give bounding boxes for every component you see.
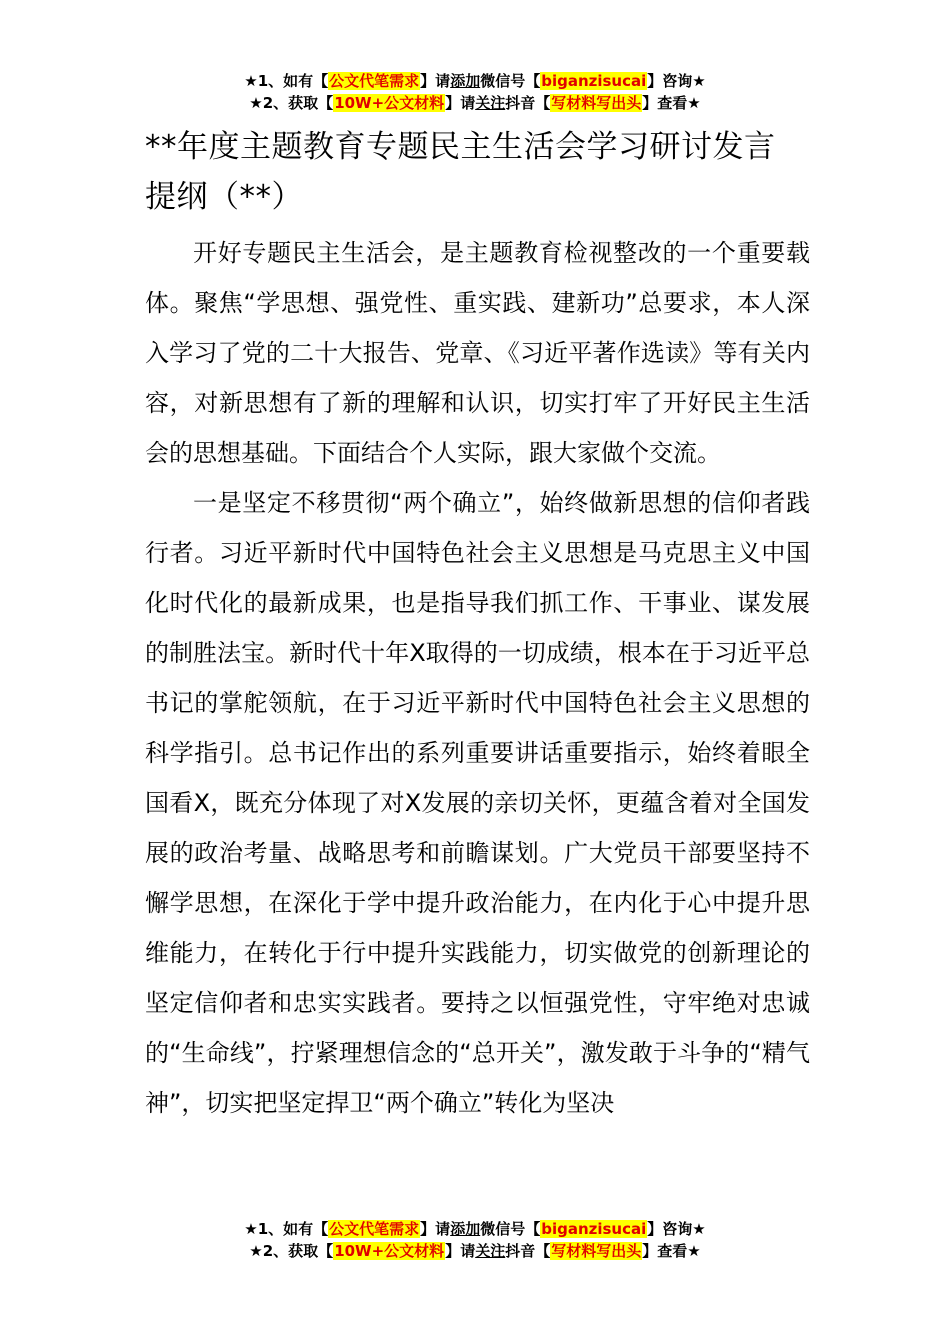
banner-underlined: 关注 [475, 94, 506, 112]
banner-text: 微信号【 [480, 72, 541, 90]
header-banner [0, 70, 950, 114]
highlight-service: 公文代笔需求 [329, 1220, 420, 1238]
highlight-materials: 10W+公文材料 [334, 1242, 445, 1260]
banner-text: 】咨询★ [647, 1220, 706, 1238]
paragraph-intro: 开好专题民主生活会，是主题教育检视整改的一个重要载体。聚焦“学思想、强党性、重实践、建新功”总要求，本人深入学习了党的二十大报告、党章、《习近平著作选读》等有关内容，对新思想有了新的理解和认识，切实打牢了开好民主生活会的思想基础。下面结合个人实际，跟大家做个交流。 [145, 239, 810, 467]
highlight-service: 公文代笔需求 [329, 72, 420, 90]
highlight-douyin-account: 写材料写出头 [551, 94, 642, 112]
banner-text: ★1、如有【 [244, 1220, 329, 1238]
banner-text: 】查看★ [642, 1242, 701, 1260]
banner-text: 】请 [445, 94, 476, 112]
document-title-continued [145, 172, 810, 222]
title-line-2: 提纲（**） [145, 179, 303, 215]
highlight-douyin-account: 写材料写出头 [551, 1242, 642, 1260]
banner-text: 】查看★ [642, 94, 701, 112]
banner-text: 抖音【 [505, 1242, 551, 1260]
highlight-wechat-id: biganzisucai [541, 1220, 647, 1238]
banner-text: 】咨询★ [647, 72, 706, 90]
highlight-materials: 10W+公文材料 [334, 94, 445, 112]
title-line-1: **年度主题教育专题民主生活会学习研讨发言 [145, 129, 776, 165]
banner-text: ★2、获取【 [249, 1242, 334, 1260]
banner-underlined: 添加 [450, 1220, 481, 1238]
banner-text: 】请 [420, 72, 451, 90]
banner-text: ★1、如有【 [244, 72, 329, 90]
banner-text: 抖音【 [505, 94, 551, 112]
document-title [145, 122, 810, 172]
paragraph-point-one: 一是坚定不移贯彻“两个确立”，始终做新思想的信仰者践行者。习近平新时代中国特色社会主义思想是马克思主义中国化时代化的最新成果，也是指导我们抓工作、干事业、谋发展的制胜法宝。新时代十年X取得的一切成绩，根本在于习近平总书记的掌舵领航，在于习近平新时代中国特色社会主义思想的科学指引。总书记作出的系列重要讲话重要指示，始终着眼全国看X，既充分体现了对X发展的亲切关怀，更蕴含着对全国发展的政治考量、战略思考和前瞻谋划。广大党员干部要坚持不懈学思想，在深化于学中提升政治能力，在内化于心中提升思维能力，在转化于行中提升实践能力，切实做党的创新理论的坚定信仰者和忠实实践者。要持之以恒强党性，守牢绝对忠诚的“生命线”，拧紧理想信念的“总开关”，激发敢于斗争的“精气神”，切实把坚定捍卫“两个确立”转化为坚决 [145, 489, 810, 1117]
banner-text: 微信号【 [480, 1220, 541, 1238]
banner-underlined: 关注 [475, 1242, 506, 1260]
banner-line-1 [0, 70, 950, 92]
banner-line-1 [0, 1218, 950, 1240]
banner-text: ★2、获取【 [249, 94, 334, 112]
banner-line-2 [0, 1240, 950, 1262]
banner-underlined: 添加 [450, 72, 481, 90]
footer-banner [0, 1218, 950, 1262]
banner-line-2 [0, 92, 950, 114]
document-body [145, 122, 810, 1128]
banner-text: 】请 [420, 1220, 451, 1238]
highlight-wechat-id: biganzisucai [541, 72, 647, 90]
banner-text: 】请 [445, 1242, 476, 1260]
